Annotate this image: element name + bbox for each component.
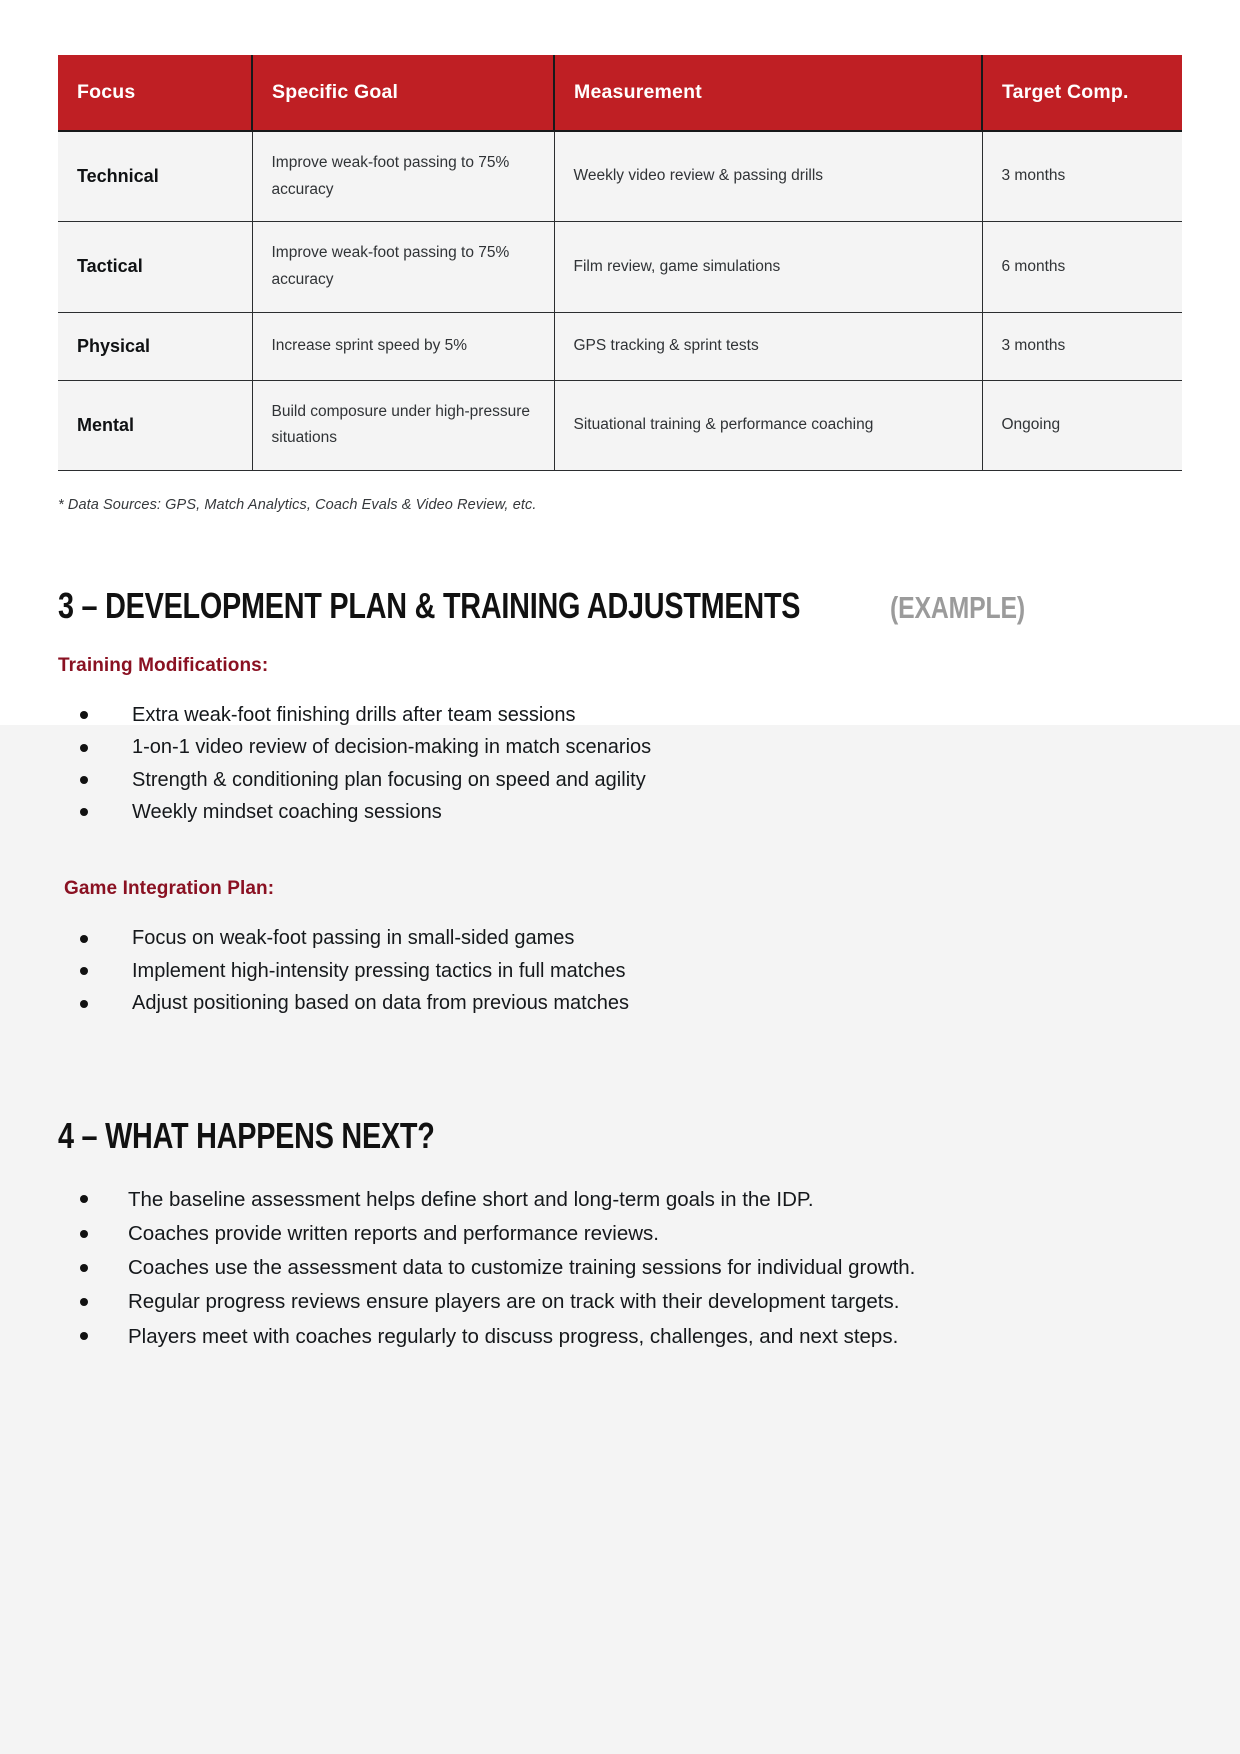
section-4-heading [58,1115,1182,1157]
bullet-dot-icon [80,808,88,816]
list-item [80,1320,1182,1354]
goals-table-head [58,55,1182,131]
goals-table-container [58,0,1182,513]
list-item-text: Adjust positioning based on data from previous matches [132,992,629,1015]
what-happens-next-list [58,1183,1182,1354]
bullet-dot-icon [80,935,88,943]
table-row [58,312,1182,380]
cell-target-comp: 3 months [982,312,1182,380]
column-header-focus: Focus [58,55,252,131]
bullet-dot-icon [80,1264,88,1272]
list-item [80,1285,1182,1319]
list-item-text: Weekly mindset coaching sessions [132,801,442,824]
cell-measurement: Film review, game simulations [554,222,982,312]
cell-measurement: GPS tracking & sprint tests [554,312,982,380]
cell-focus: Physical [58,312,252,380]
cell-specific-goal: Improve weak-foot passing to 75% accuracy [252,131,554,222]
section-3-heading [58,585,1182,627]
bullet-dot-icon [80,744,88,752]
list-item-text: Focus on weak-foot passing in small-sided games [132,927,575,950]
cell-measurement: Weekly video review & passing drills [554,131,982,222]
column-header-measurement: Measurement [554,55,982,131]
list-item [80,955,1182,987]
list-item-text: Players meet with coaches regularly to discuss progress, challenges, and next steps. [128,1324,899,1348]
list-item [80,764,1182,796]
training-modifications-list [58,699,1182,829]
list-item [80,731,1182,763]
list-item-text: 1-on-1 video review of decision-making in match scenarios [132,736,652,759]
goals-table [58,55,1182,471]
table-row [58,222,1182,312]
cell-focus: Technical [58,131,252,222]
list-item [80,922,1182,954]
section-3-example-tag: (EXAMPLE) [889,589,1025,625]
column-header-target-comp: Target Comp. [982,55,1182,131]
cell-target-comp: 3 months [982,131,1182,222]
list-item [80,1251,1182,1285]
list-item [80,1217,1182,1251]
cell-target-comp: Ongoing [982,380,1182,470]
list-item-text: Extra weak-foot finishing drills after team sessions [132,703,576,726]
list-item [80,987,1182,1019]
bullet-dot-icon [80,1230,88,1238]
list-item-text: Coaches use the assessment data to customize training sessions for individual growth. [128,1256,916,1280]
bullet-dot-icon [80,1000,88,1008]
bullet-dot-icon [80,776,88,784]
table-footnote: * Data Sources: GPS, Match Analytics, Coach Evals & Video Review, etc. [58,496,537,513]
section-3-title: 3 – DEVELOPMENT PLAN & TRAINING ADJUSTMENTS [58,584,801,626]
bullet-dot-icon [80,1332,88,1340]
table-header-row [58,55,1182,131]
list-item [80,1183,1182,1217]
column-header-specific-goal: Specific Goal [252,55,554,131]
cell-focus: Mental [58,380,252,470]
training-modifications-heading: Training Modifications: [58,654,269,676]
bullet-dot-icon [80,1195,88,1203]
table-row [58,380,1182,470]
game-integration-heading: Game Integration Plan: [64,878,275,900]
cell-target-comp: 6 months [982,222,1182,312]
bullet-dot-icon [80,967,88,975]
game-integration-list [58,922,1182,1019]
cell-specific-goal: Increase sprint speed by 5% [252,312,554,380]
list-item-text: Strength & conditioning plan focusing on speed and agility [132,768,646,791]
section-4-title: 4 – WHAT HAPPENS NEXT? [58,1114,435,1156]
list-item-text: Regular progress reviews ensure players are on track with their development targets. [128,1290,900,1314]
list-item [80,796,1182,828]
cell-focus: Tactical [58,222,252,312]
list-item-text: The baseline assessment helps define short and long-term goals in the IDP. [128,1187,814,1211]
cell-specific-goal: Build composure under high-pressure situations [252,380,554,470]
list-item-text: Coaches provide written reports and performance reviews. [128,1221,659,1245]
table-row [58,131,1182,222]
list-item [80,699,1182,731]
bullet-dot-icon [80,1298,88,1306]
goals-table-body [58,131,1182,470]
list-item-text: Implement high-intensity pressing tactics in full matches [132,959,626,982]
bullet-dot-icon [80,711,88,719]
cell-specific-goal: Improve weak-foot passing to 75% accuracy [252,222,554,312]
cell-measurement: Situational training & performance coaching [554,380,982,470]
